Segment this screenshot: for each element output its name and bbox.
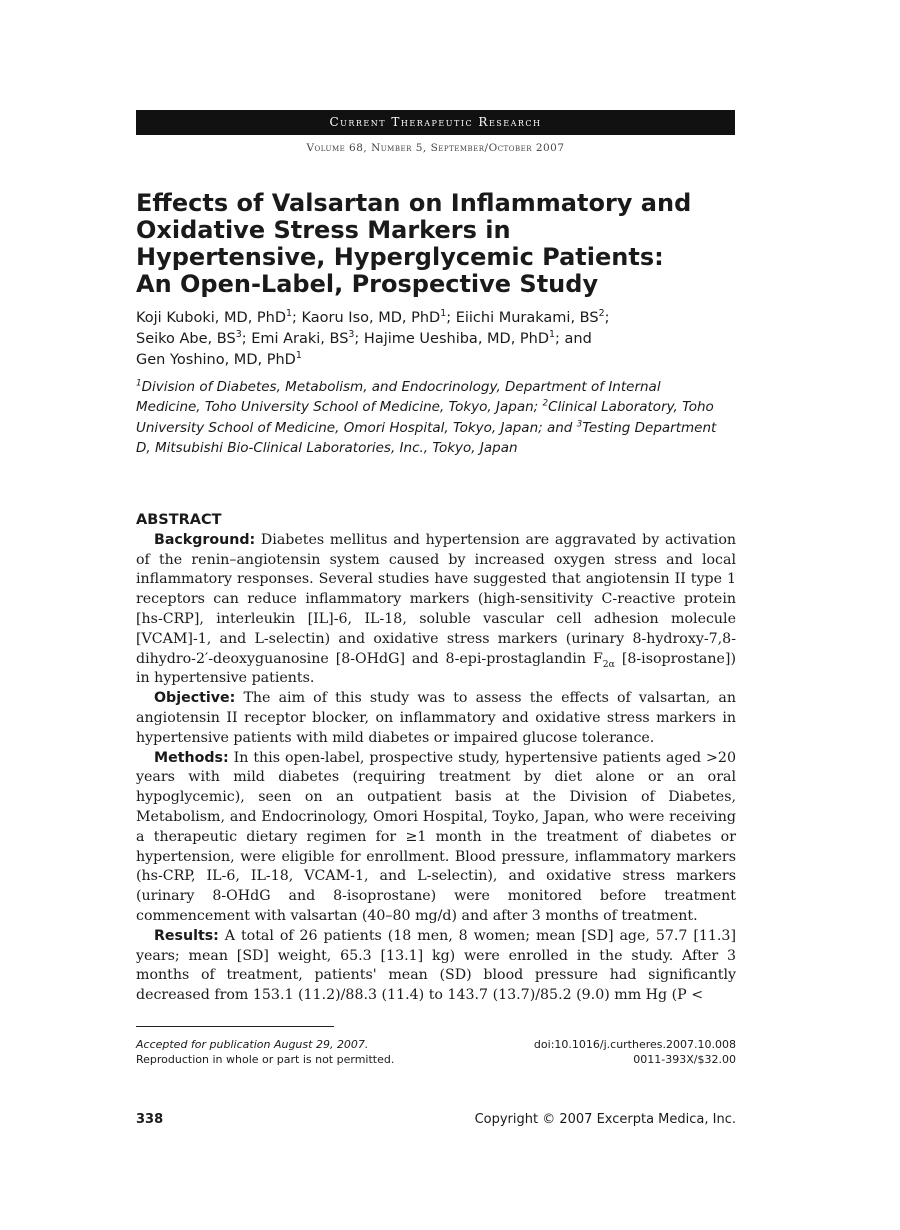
issue-line: Volume 68, Number 5, September/October 2007	[306, 142, 565, 154]
author: Emi Araki, $BS^3$;	[251, 329, 364, 347]
author: Hajime Ueshiba, MD, PhD$^1$; and	[363, 329, 592, 347]
author: Koji Kuboki, MD, PhD$^1$;	[136, 308, 302, 326]
results-label: Results:	[154, 927, 219, 944]
affiliation: $^3$Testing Department D, Mitsubishi Bio-Clinical Laboratories, Inc., Tokyo, Japan	[136, 419, 717, 456]
abstract-heading: ABSTRACT	[136, 512, 222, 528]
background-label: Background:	[154, 531, 256, 548]
page-footer	[136, 1112, 736, 1127]
page-number: 338	[136, 1112, 164, 1127]
methods-label: Methods:	[154, 749, 229, 766]
footnote	[136, 1037, 736, 1067]
author: Gen Yoshino, MD, PhD$^1$	[136, 350, 302, 368]
journal-name-banner	[136, 110, 735, 135]
objective-label: Objective:	[154, 690, 236, 707]
affiliation: $^2$Clinical Laboratory, Toho University School of Medicine, Omori Hospital, Tokyo, Japan; and	[136, 398, 714, 436]
acceptance-date: Accepted for publication August 29, 2007.	[136, 1038, 369, 1051]
doi: doi:10.1016/j.curtheres.2007.10.008	[533, 1038, 736, 1051]
author: Eiichi Murakami, $BS^2$;	[455, 308, 610, 326]
author-list	[136, 308, 696, 371]
author: Kaoru Iso, MD, PhD$^1$;	[301, 308, 456, 326]
article-title: Effects of Valsartan on Inflammatory and Oxidative Stress Markers in Hypertensive, Hyperglycemic Patients: An Open-Label, Prospective Study	[136, 189, 692, 298]
author: Seiko Abe, $BS^3$;	[136, 329, 252, 347]
issn-price: 0011-393X/$32.00	[633, 1053, 736, 1066]
footnote-divider	[136, 1026, 334, 1027]
reproduction-notice: Reproduction in whole or part is not permitted.	[136, 1053, 395, 1066]
abstract-background: Background: Diabetes mellitus and hypertension are aggravated by activation of the renin–angiotensin system caused by increased oxygen stress and local inflammatory responses. Several studies have suggested that angiotensin II type 1 receptors can reduce inflammatory markers (high-sensitivity C-reactive protein [hs-CRP], interleukin [IL]-6, IL-18, soluble vascular cell adhesion molecule [VCAM]-1, and L-selectin) and oxidative stress markers (urinary 8-hydroxy-7,8-dihydro-2′-deoxyguanosine [8-OHdG] and 8-epi-prostaglandin $F_{2\alpha}$ [8-isoprostane]) in hypertensive patients.	[136, 531, 736, 687]
journal-name: Current Therapeutic Research	[329, 115, 542, 129]
abstract-methods: Methods: In this open-label, prospective study, hypertensive patients aged >20 years with mild diabetes (requiring treatment by diet alone or an oral hypoglycemic), seen on an outpatient basis at the Division of Diabetes, Metabolism, and Endocrinology, Omori Hospital, Toyko, Japan, who were receiving a therapeutic dietary regimen for ≥1 month in the treatment of diabetes or hypertension, were eligible for enrollment. Blood pressure, inflammatory markers (hs-CRP, IL-6, IL-18, VCAM-1, and L-selectin), and oxidative stress markers (urinary 8-OHdG and 8-isoprostane) were monitored before treatment commencement with valsartan (40–80 mg/d) and after 3 months of treatment.	[136, 749, 736, 924]
abstract-objective: Objective: The aim of this study was to assess the effects of valsartan, an angiotensin II receptor blocker, on inflammatory and oxidative stress markers in hypertensive patients with mild diabetes or impaired glucose tolerance.	[136, 690, 736, 746]
abstract	[136, 511, 736, 1006]
affiliation-list	[136, 377, 726, 458]
abstract-results: Results: A total of 26 patients (18 men, 8 women; mean [SD] age, 57.7 [11.3] years; mean [SD] weight, 65.3 [13.1] kg) were enrolled in the study. After 3 months of treatment, patients' mean (SD) blood pressure had significantly decreased from 153.1 (11.2)/88.3 (11.4) to 143.7 (13.7)/85.2 (9.0) mm Hg (P <	[136, 927, 736, 1004]
affiliation: $^1$Division of Diabetes, Metabolism, and Endocrinology, Department of Internal Medicine, Toho University School of Medicine, Tokyo, Japan;	[136, 378, 661, 416]
copyright: Copyright © 2007 Excerpta Medica, Inc.	[474, 1112, 736, 1127]
